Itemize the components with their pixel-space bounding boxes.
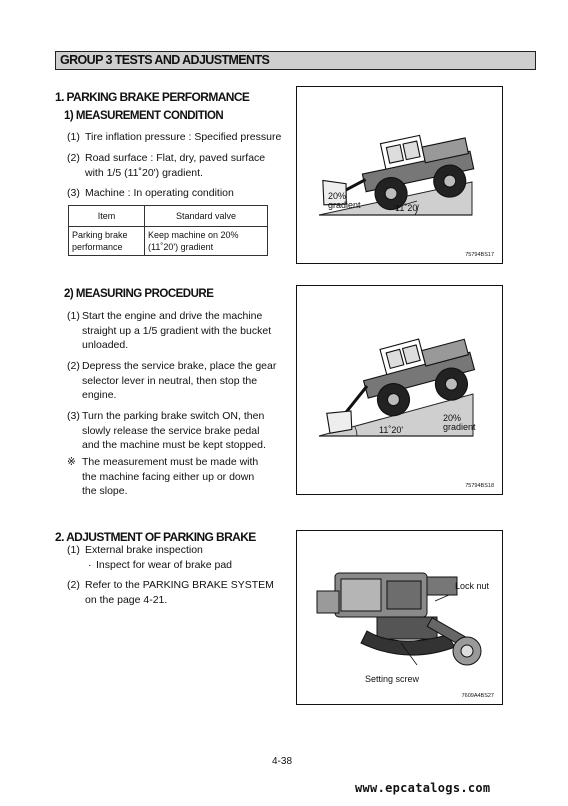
fig2-gradient-word: gradient xyxy=(443,422,476,432)
procedure-note-symbol: ※ xyxy=(67,456,76,468)
table-header-item: Item xyxy=(69,206,145,227)
spec-table-wrap xyxy=(68,205,268,256)
fig1-angle: 11˚20' xyxy=(395,203,420,213)
adjust-bullet-text: Inspect for wear of brake pad xyxy=(96,559,232,571)
fig1-gradient-word: gradient xyxy=(328,200,361,210)
procedure-item-3-line1: Turn the parking brake switch ON, then xyxy=(82,410,265,422)
fig3-setting-label: Setting screw xyxy=(365,674,420,684)
page-number: 4-38 xyxy=(272,756,293,767)
procedure-item-2-num: (2) xyxy=(67,360,80,372)
condition-item-3-num: (3) xyxy=(67,187,80,199)
fig2-gradient-pct: 20% xyxy=(443,413,462,423)
table-cell-item-line1: Parking brake xyxy=(72,230,128,240)
procedure-item-3-line2: slowly release the service brake pedal xyxy=(82,424,260,437)
fig1-code: 75794BS17 xyxy=(465,252,494,258)
table-cell-value-line1: Keep machine on 20% xyxy=(148,230,239,240)
loader-uphill-illustration xyxy=(297,87,502,263)
table-header-standard: Standard valve xyxy=(145,206,268,227)
adjust-item-1-num: (1) xyxy=(67,544,80,556)
group-header-bar xyxy=(55,51,536,70)
section2-title: 2. ADJUSTMENT OF PARKING BRAKE xyxy=(55,530,256,544)
adjust-item-2-line1: Refer to the PARKING BRAKE SYSTEM xyxy=(85,579,274,591)
condition-item-2-line2: with 1/5 (11˚20') gradient. xyxy=(85,166,203,179)
procedure-item-3-line3: and the machine must be kept stopped. xyxy=(82,439,266,451)
condition-item-1-num: (1) xyxy=(67,131,80,143)
adjust-item-2-line2: on the page 4-21. xyxy=(85,593,168,606)
condition-item-1-text: Tire inflation pressure : Specified pressure xyxy=(85,131,282,143)
procedure-item-1-num: (1) xyxy=(67,310,80,322)
condition-item-2-line1: Road surface : Flat, dry, paved surface xyxy=(85,152,266,164)
figure-parking-brake xyxy=(296,530,503,705)
table-cell-item xyxy=(69,227,145,256)
adjust-item-2-num: (2) xyxy=(67,579,80,591)
procedure-item-2-line3: engine. xyxy=(82,389,117,401)
section1-title: 1. PARKING BRAKE PERFORMANCE xyxy=(55,90,250,104)
adjust-item-1-text: External brake inspection xyxy=(85,544,203,556)
fig3-locknut-label: Lock nut xyxy=(455,581,490,591)
figure-loader-downhill xyxy=(296,285,503,495)
fig3-code: 7609A4BS27 xyxy=(461,693,494,699)
condition-item-2-num: (2) xyxy=(67,152,80,164)
procedure-item-1-line3: unloaded. xyxy=(82,339,129,351)
figure-loader-uphill xyxy=(296,86,503,264)
procedure-item-3-num: (3) xyxy=(67,410,80,422)
fig2-code: 75794BS18 xyxy=(465,483,494,489)
table-cell-value-line2: (11˚20') gradient xyxy=(148,242,214,252)
procedure-note-line3: the slope. xyxy=(82,485,128,497)
fig2-angle: 11˚20' xyxy=(379,425,404,435)
procedure-item-1-line1: Start the engine and drive the machine xyxy=(82,310,263,322)
spec-table xyxy=(68,205,268,256)
procedure-item-2-line1: Depress the service brake, place the gear xyxy=(82,360,277,372)
table-cell-value xyxy=(145,227,268,256)
procedure-note-line1: The measurement must be made with xyxy=(82,456,259,468)
procedure-note-line2: the machine facing either up or down xyxy=(82,470,255,483)
procedure-item-2-line2: selector lever in neutral, then stop the xyxy=(82,374,258,387)
table-cell-item-line2: performance xyxy=(72,242,123,252)
loader-downhill-illustration xyxy=(297,286,502,494)
measuring-procedure-title: 2) MEASURING PROCEDURE xyxy=(64,288,214,300)
procedure-item-1-line2: straight up a 1/5 gradient with the bucket xyxy=(82,324,272,337)
adjust-bullet: · xyxy=(88,559,92,571)
fig1-gradient-pct: 20% xyxy=(328,191,347,201)
watermark-url[interactable]: www.epcatalogs.com xyxy=(355,781,491,795)
group-title: GROUP 3 TESTS AND ADJUSTMENTS xyxy=(60,53,270,67)
condition-item-3-text: Machine : In operating condition xyxy=(85,187,234,199)
measurement-condition-title: 1) MEASUREMENT CONDITION xyxy=(64,110,224,122)
